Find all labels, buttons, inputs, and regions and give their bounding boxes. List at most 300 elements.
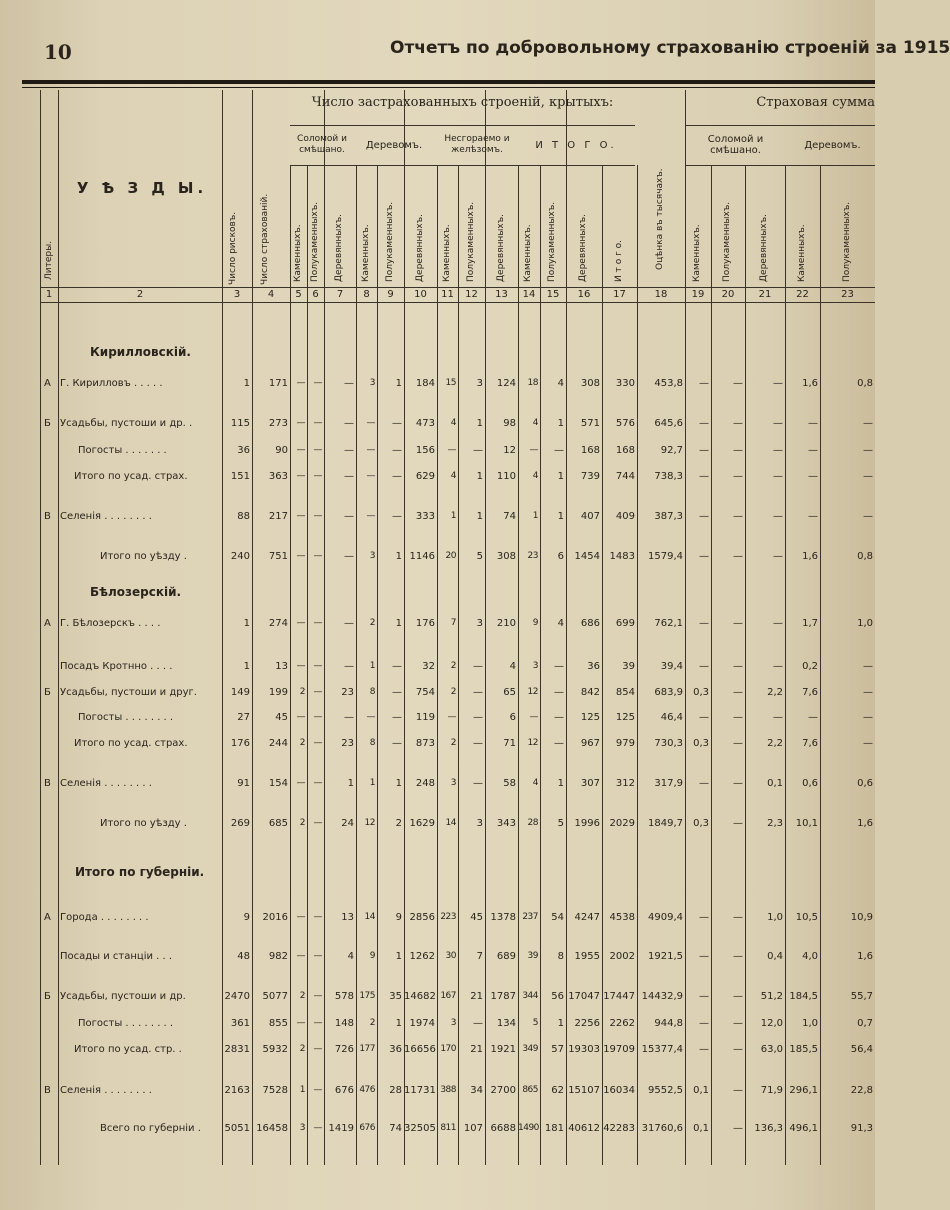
cell-value: — (392, 445, 402, 456)
cell-value: — (733, 378, 743, 389)
cell-value: 1 (369, 661, 375, 671)
cell-value: 2,3 (767, 818, 783, 829)
cell-value: 149 (230, 687, 250, 698)
cell-value: — (699, 618, 709, 629)
cell-value: — (313, 511, 322, 521)
cell-value: — (366, 511, 375, 521)
row-label: Усадьбы, пустоши и др. (60, 991, 186, 1002)
section-title: Кирилловскій. (90, 345, 191, 359)
column-divider (58, 90, 59, 1165)
sub-column-label: Полукаменныхъ. (722, 201, 732, 282)
cell-value: — (808, 511, 818, 522)
cell-value: 16458 (256, 1123, 288, 1134)
sub-column-label: Каменныхъ. (360, 224, 371, 282)
cell-value: — (344, 712, 354, 723)
cell-value: 28 (389, 1085, 402, 1096)
cell-value: 1 (557, 778, 564, 789)
cell-value: — (473, 687, 483, 698)
cell-value: 90 (275, 445, 288, 456)
cell-value: 4 (557, 378, 564, 389)
cell-value: 23 (527, 551, 538, 561)
cell-value: 2 (369, 1018, 375, 1028)
cell-value: — (773, 445, 783, 456)
cell-value: 27 (237, 712, 250, 723)
cell-value: — (296, 471, 305, 481)
cell-value: — (773, 471, 783, 482)
cell-value: 1 (532, 511, 538, 521)
cell-value: — (773, 511, 783, 522)
cell-value: 119 (415, 712, 435, 723)
cell-value: — (313, 687, 322, 697)
cell-value: 5932 (262, 1044, 288, 1055)
cell-value: — (733, 818, 743, 829)
cell-value: 2 (299, 687, 305, 697)
cell-value: 36 (587, 661, 600, 672)
row-divider (40, 302, 875, 303)
column-number: 10 (414, 289, 427, 300)
cell-value: — (529, 712, 538, 722)
cell-value: 387,3 (654, 511, 683, 522)
cell-value: — (296, 951, 305, 961)
column-number: 16 (577, 289, 591, 300)
cell-value: 578 (334, 991, 354, 1002)
sub-header-straw: Соломой и смѣшано. (297, 134, 347, 155)
row-divider (290, 125, 635, 126)
cell-value: — (313, 661, 322, 671)
cell-value: 2 (395, 818, 402, 829)
cell-value: 571 (580, 418, 600, 429)
cell-value: 3 (369, 551, 375, 561)
cell-value: 738,3 (654, 471, 683, 482)
cell-value: 0,4 (767, 951, 783, 962)
cell-value: 2029 (609, 818, 635, 829)
cell-value: 739 (580, 471, 600, 482)
cell-value: 12 (527, 687, 538, 697)
cell-value: 1 (395, 1018, 402, 1029)
row-letter: А (44, 378, 51, 389)
cell-value: — (296, 378, 305, 388)
cell-value: 3 (476, 378, 483, 389)
cell-value: — (773, 378, 783, 389)
cell-value: 1,0 (802, 1018, 818, 1029)
cell-value: — (733, 738, 743, 749)
sub-header-straw-sum: Соломой и смѣшано. (707, 134, 764, 156)
row-letter: Б (44, 418, 51, 429)
cell-value: 1,6 (857, 818, 873, 829)
cell-value: 7 (476, 951, 483, 962)
cell-value: 3 (476, 818, 483, 829)
cell-value: 154 (268, 778, 288, 789)
cell-value: 148 (334, 1018, 354, 1029)
column-number: 9 (387, 289, 394, 300)
cell-value: 2262 (609, 1018, 635, 1029)
cell-value: 134 (496, 1018, 516, 1029)
cell-value: 21 (470, 991, 483, 1002)
column-number: 15 (546, 289, 560, 300)
cell-value: 14 (445, 818, 456, 828)
header-insurance-count: Число страхованій. (260, 193, 270, 285)
row-letter: В (44, 511, 51, 522)
cell-value: 296,1 (789, 1085, 818, 1096)
cell-value: 686 (580, 618, 600, 629)
cell-value: — (554, 712, 564, 723)
header-uezdy: У Ѣ З Д Ы. (76, 179, 208, 197)
cell-value: 967 (580, 738, 600, 749)
cell-value: 21 (470, 1044, 483, 1055)
cell-value: 1 (299, 1085, 305, 1095)
cell-value: 45 (275, 712, 288, 723)
cell-value: 217 (268, 511, 288, 522)
cell-value: 343 (496, 818, 516, 829)
sub-column-label: И т о г о. (613, 239, 624, 282)
cell-value: 168 (615, 445, 635, 456)
cell-value: 1 (557, 418, 564, 429)
cell-value: — (808, 418, 818, 429)
row-label: Г. Кирилловъ . . . . . (60, 378, 163, 389)
cell-value: — (296, 511, 305, 521)
cell-value: — (773, 661, 783, 672)
cell-value: 683,9 (654, 687, 683, 698)
sub-column-label: Полукаменныхъ. (309, 201, 320, 282)
cell-value: 17447 (603, 991, 635, 1002)
cell-value: 363 (268, 471, 288, 482)
cell-value: — (733, 471, 743, 482)
column-number: 1 (45, 289, 53, 300)
row-letter: А (44, 618, 51, 629)
cell-value: 55,7 (850, 991, 873, 1002)
cell-value: 4 (347, 951, 354, 962)
cell-value: 31760,6 (641, 1123, 683, 1134)
cell-value: 15 (445, 378, 456, 388)
cell-value: 0,1 (693, 1085, 709, 1096)
row-label: Селенія . . . . . . . . (60, 778, 152, 789)
row-label: Селенія . . . . . . . . (60, 511, 152, 522)
cell-value: — (313, 618, 322, 628)
column-number: 3 (233, 289, 241, 300)
cell-value: 762,1 (654, 618, 683, 629)
cell-value: 15107 (568, 1085, 600, 1096)
cell-value: 8 (557, 951, 564, 962)
page-number: 10 (44, 40, 72, 64)
cell-value: 39 (622, 661, 635, 672)
sub-column-label: Каменныхъ. (796, 224, 807, 282)
cell-value: 1 (243, 661, 250, 672)
cell-value: 57 (551, 1044, 564, 1055)
cell-value: 0,6 (802, 778, 818, 789)
cell-value: 124 (496, 378, 516, 389)
cell-value: 1 (243, 618, 250, 629)
cell-value: 6 (557, 551, 564, 562)
column-number: 14 (522, 289, 536, 300)
row-letter: В (44, 1085, 51, 1096)
cell-value: 2016 (262, 912, 288, 923)
cell-value: 71,9 (760, 1085, 783, 1096)
cell-value: 0,3 (693, 738, 709, 749)
cell-value: — (313, 1085, 322, 1095)
cell-value: 1996 (574, 818, 600, 829)
cell-value: — (863, 471, 873, 482)
header-insured-sum: Страховая сумма (756, 95, 875, 110)
cell-value: — (863, 712, 873, 723)
cell-value: 1,7 (802, 618, 818, 629)
cell-value: — (392, 687, 402, 698)
cell-value: — (313, 551, 322, 561)
cell-value: 18 (527, 378, 538, 388)
cell-value: 269 (230, 818, 250, 829)
cell-value: 115 (230, 418, 250, 429)
cell-value: 11731 (404, 1085, 436, 1096)
cell-value: 107 (463, 1123, 483, 1134)
cell-value: 361 (230, 1018, 250, 1029)
cell-value: 312 (615, 778, 635, 789)
cell-value: — (313, 818, 322, 828)
cell-value: — (699, 1018, 709, 1029)
cell-value: 388 (440, 1085, 456, 1095)
cell-value: — (863, 511, 873, 522)
cell-value: 1974 (409, 1018, 435, 1029)
cell-value: 1 (395, 551, 402, 562)
cell-value: — (773, 618, 783, 629)
row-letter: Б (44, 687, 51, 698)
sub-column-label: Деревянныхъ. (414, 214, 425, 282)
cell-value: 39 (527, 951, 538, 961)
cell-value: 170 (440, 1044, 456, 1054)
row-label: Г. Бѣлозерскъ . . . . (60, 618, 161, 629)
cell-value: — (296, 1018, 305, 1028)
cell-value: 689 (496, 951, 516, 962)
cell-value: — (344, 618, 354, 629)
top-rule-thin (22, 87, 875, 88)
row-label: Погосты . . . . . . . . (78, 712, 174, 723)
cell-value: — (473, 778, 483, 789)
header-risk-count: Число рисковъ. (228, 211, 238, 285)
cell-value: 4909,4 (648, 912, 683, 923)
row-label: Итого по уѣзду . (100, 551, 187, 562)
cell-value: 177 (359, 1044, 375, 1054)
cell-value: — (733, 991, 743, 1002)
cell-value: 0,1 (693, 1123, 709, 1134)
cell-value: 1955 (574, 951, 600, 962)
row-label: Селенія . . . . . . . . (60, 1085, 152, 1096)
header-litery: Литеры. (44, 240, 54, 280)
cell-value: 1419 (328, 1123, 354, 1134)
cell-value: 16034 (603, 1085, 635, 1096)
row-letter: А (44, 912, 51, 923)
cell-value: 12 (527, 738, 538, 748)
cell-value: — (366, 712, 375, 722)
cell-value: 2 (299, 1044, 305, 1054)
cell-value: 13 (341, 912, 354, 923)
cell-value: 22,8 (850, 1085, 873, 1096)
header-built-count: Число застрахованныхъ строеній, крытыхъ: (311, 95, 614, 110)
cell-value: — (313, 778, 322, 788)
cell-value: 24 (341, 818, 354, 829)
row-letter: Б (44, 991, 51, 1002)
running-header: Отчетъ по добровольному страхованію строеній за 1915 (390, 38, 950, 58)
cell-value: — (808, 445, 818, 456)
cell-value: 3 (299, 1123, 305, 1133)
cell-value: 873 (415, 738, 435, 749)
cell-value: 14432,9 (641, 991, 683, 1002)
cell-value: — (773, 418, 783, 429)
cell-value: 496,1 (789, 1123, 818, 1134)
row-label: Всего по губерніи . (100, 1123, 201, 1134)
cell-value: 185,5 (789, 1044, 818, 1055)
cell-value: — (808, 471, 818, 482)
column-number: 13 (495, 289, 508, 300)
cell-value: 3 (450, 1018, 456, 1028)
cell-value: 32505 (404, 1123, 436, 1134)
cell-value: 685 (268, 818, 288, 829)
cell-value: — (733, 1085, 743, 1096)
cell-value: 308 (496, 551, 516, 562)
cell-value: — (313, 1123, 322, 1133)
row-label: Погосты . . . . . . . . (78, 1018, 174, 1029)
cell-value: 2 (299, 991, 305, 1001)
cell-value: — (296, 712, 305, 722)
section-title: Итого по губерніи. (75, 865, 205, 879)
cell-value: 244 (268, 738, 288, 749)
cell-value: 308 (580, 378, 600, 389)
cell-value: — (733, 712, 743, 723)
cell-value: 1,6 (857, 951, 873, 962)
cell-value: 751 (268, 551, 288, 562)
cell-value: 1262 (409, 951, 435, 962)
cell-value: 4 (450, 471, 456, 481)
cell-value: 3 (369, 378, 375, 388)
cell-value: 5051 (224, 1123, 250, 1134)
cell-value: 71 (503, 738, 516, 749)
cell-value: 168 (580, 445, 600, 456)
cell-value: — (344, 445, 354, 456)
cell-value: 1490 (518, 1123, 539, 1133)
cell-value: 62 (551, 1085, 564, 1096)
cell-value: 10,1 (795, 818, 818, 829)
column-number: 18 (654, 289, 668, 300)
cell-value: 199 (268, 687, 288, 698)
cell-value: 110 (496, 471, 516, 482)
cell-value: 12,0 (760, 1018, 783, 1029)
cell-value: — (699, 551, 709, 562)
cell-value: 17047 (568, 991, 600, 1002)
cell-value: 1 (395, 378, 402, 389)
cell-value: 63,0 (760, 1044, 783, 1055)
cell-value: 842 (580, 687, 600, 698)
cell-value: 1 (557, 1018, 564, 1029)
row-label: Итого по уѣзду . (100, 818, 187, 829)
cell-value: 210 (496, 618, 516, 629)
sub-column-label: Деревянныхъ. (334, 214, 344, 282)
cell-value: 7,6 (802, 687, 818, 698)
cell-value: 0,3 (693, 818, 709, 829)
cell-value: — (447, 712, 456, 722)
cell-value: 156 (415, 445, 435, 456)
cell-value: 1146 (409, 551, 435, 562)
cell-value: 15377,4 (641, 1044, 683, 1055)
cell-value: 34 (470, 1085, 483, 1096)
cell-value: 58 (503, 778, 516, 789)
cell-value: 12 (364, 818, 375, 828)
cell-value: 4 (450, 418, 456, 428)
cell-value: 35 (389, 991, 402, 1002)
cell-value: 171 (268, 378, 288, 389)
top-rule (22, 80, 875, 84)
cell-value: — (733, 511, 743, 522)
sub-header-wood-sum: Деревомъ. (804, 140, 861, 151)
cell-value: — (313, 1018, 322, 1028)
cell-value: 1921 (490, 1044, 516, 1055)
header-valuation: Оцѣнка въ тысячахъ. (655, 168, 665, 270)
cell-value: 4 (557, 618, 564, 629)
column-number: 17 (613, 289, 626, 300)
sub-column-label: Полукаменныхъ. (465, 201, 476, 282)
cell-value: 45 (470, 912, 483, 923)
cell-value: — (296, 551, 305, 561)
sub-column-label: Каменныхъ. (441, 224, 452, 282)
cell-value: 407 (580, 511, 600, 522)
cell-value: 344 (522, 991, 538, 1001)
cell-value: 1,6 (802, 551, 818, 562)
cell-value: — (344, 471, 354, 482)
cell-value: 699 (615, 618, 635, 629)
row-label: Итого по усад. страх. (74, 738, 188, 749)
cell-value: 91 (237, 778, 250, 789)
cell-value: 5 (532, 1018, 538, 1028)
cell-value: 5077 (262, 991, 288, 1002)
cell-value: — (392, 511, 402, 522)
cell-value: 98 (503, 418, 516, 429)
cell-value: 51,2 (760, 991, 783, 1002)
cell-value: 16656 (404, 1044, 436, 1055)
row-divider (40, 287, 875, 288)
cell-value: 2 (450, 687, 456, 697)
sub-column-label: Деревянныхъ. (759, 214, 769, 282)
cell-value: 184 (415, 378, 435, 389)
cell-value: — (699, 471, 709, 482)
cell-value: — (733, 687, 743, 698)
cell-value: — (733, 778, 743, 789)
cell-value: 8 (369, 738, 375, 748)
cell-value: 136,3 (754, 1123, 783, 1134)
row-label: Посадъ Кротнно . . . . (60, 661, 173, 672)
cell-value: — (313, 1044, 322, 1054)
cell-value: — (699, 778, 709, 789)
cell-value: 1 (395, 618, 402, 629)
cell-value: 6 (509, 712, 516, 723)
cell-value: — (313, 951, 322, 961)
row-label: Посады и станціи . . . (60, 951, 173, 962)
cell-value: — (344, 378, 354, 389)
row-divider (290, 165, 635, 166)
cell-value: 5 (476, 551, 483, 562)
column-number: 22 (796, 289, 809, 300)
cell-value: — (447, 445, 456, 455)
row-label: Города . . . . . . . . (60, 912, 149, 923)
cell-value: 726 (334, 1044, 354, 1055)
cell-value: 473 (415, 418, 435, 429)
cell-value: — (296, 661, 305, 671)
cell-value: 32 (422, 661, 435, 672)
column-number: 4 (267, 289, 275, 300)
cell-value: 273 (268, 418, 288, 429)
cell-value: — (554, 445, 564, 456)
row-divider (685, 125, 875, 126)
cell-value: — (473, 1018, 483, 1029)
cell-value: 92,7 (660, 445, 683, 456)
cell-value: — (296, 778, 305, 788)
cell-value: — (699, 511, 709, 522)
cell-value: 175 (359, 991, 375, 1001)
